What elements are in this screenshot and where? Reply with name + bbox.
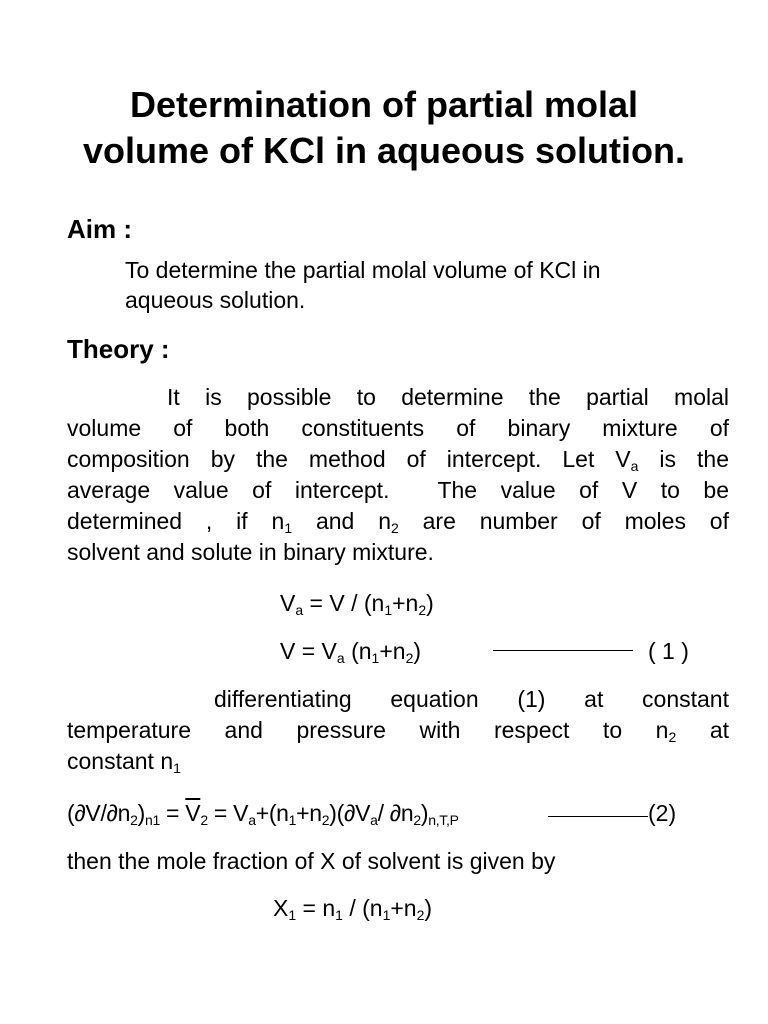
theory-p1-line-3: composition by the method of intercept. Let $V_a$ is the (67, 446, 729, 474)
equation-2-leader-line (548, 816, 648, 817)
aim-text-line-1: To determine the partial molal volume of KCl in (125, 257, 601, 283)
theory-p1-line-2: volume of both constituents of binary mixture of (67, 415, 729, 441)
equation-1-number: ( 1 ) (648, 638, 689, 664)
equation-x1: $X_1 = n_1 / (n_1+n_2)$ (273, 895, 433, 923)
theory-paragraph-1 (67, 382, 729, 568)
theory-p2-line-3: constant $n_1$ (67, 748, 181, 776)
aim-text-line-2: aqueous solution. (125, 287, 306, 313)
page-title-line-1: Determination of partial molal (129, 84, 639, 125)
theory-p1-line-6: solvent and solute in binary mixture. (67, 539, 434, 565)
page-title (0, 82, 768, 174)
equation-2-number: (2) (648, 800, 677, 826)
equation-2: $(\partial V/\partial n_2)_{n1} = \overline{V}_2 = V_a+(n_1+n_2)(\partial V_a/$ $\partial n_2)_{n,T,P}$ (67, 800, 459, 828)
page-title-line-2: volume of KCl in aqueous solution. (82, 130, 685, 171)
theory-p2-line-1: differentiating equation (1) at constant (214, 686, 729, 712)
theory-paragraph-2 (67, 684, 729, 777)
theory-p1-line-5: determined , if $n_1$ and $n_2$ are number of moles of (67, 508, 729, 536)
mole-fraction-text: then the mole fraction of X of solvent is given by (67, 848, 556, 874)
aim-text (125, 255, 725, 315)
theory-p1-line-4: average value of intercept. The value of V to be (67, 477, 729, 503)
theory-p1-line-1: It is possible to determine the partial molal (167, 384, 729, 410)
aim-heading: Aim : (67, 214, 132, 244)
equation-va: $V_a = V / (n_1+n_2)$ (280, 590, 434, 618)
equation-1-leader-line (493, 650, 633, 651)
theory-heading: Theory : (67, 334, 170, 364)
equation-1: $V = V_a$ $(n_1+n_2)$ (280, 638, 422, 666)
theory-p2-line-2: temperature and pressure with respect to $n_2$ at (67, 717, 729, 745)
